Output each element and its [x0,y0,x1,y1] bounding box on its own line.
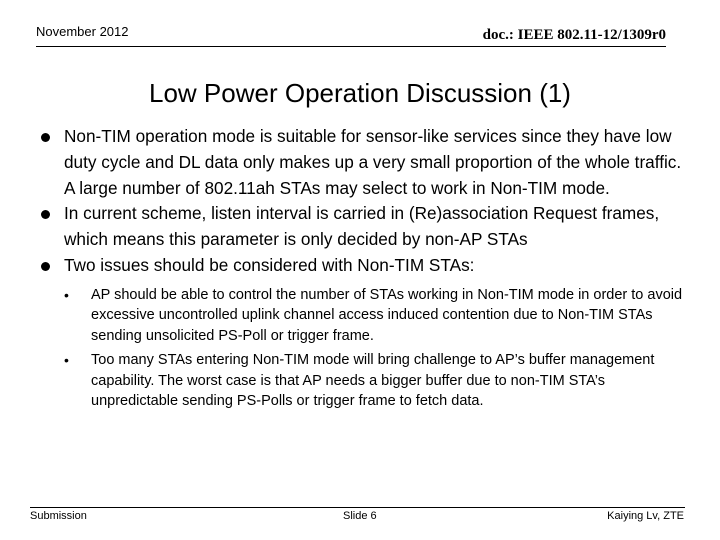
header-divider [36,46,666,47]
header-date: November 2012 [36,24,129,39]
bullet-text: Two issues should be considered with Non-TIM STAs: [64,254,475,275]
bullet-dot-icon [41,210,50,219]
footer-divider [30,507,685,508]
sub-bullet-list [64,285,686,412]
sub-bullet-item [64,285,686,347]
sub-bullet-text: Too many STAs entering Non-TIM mode will bring challenge to AP’s buffer management capability. The worst case is that AP needs a bigger buffer due to non-TIM STA’s unpredictable sending PS-Polls or trigger frame to fetch data. [91,352,655,410]
bullet-list [41,124,686,416]
slide-title: Low Power Operation Discussion (1) [149,78,571,108]
bullet-text: Non-TIM operation mode is suitable for sensor-like services since they have low duty cycle and DL data only makes up a very small proportion of the whole traffic. A large number of 802.11ah STAs may select to work in Non-TIM mode. [64,126,682,198]
footer-submission: Submission [30,510,87,522]
bullet-text: In current scheme, listen interval is carried in (Re)association Request frames, which means this parameter is only decided by non-AP STAs [64,203,660,250]
sub-bullet-text: AP should be able to control the number of STAs working in Non-TIM mode in order to avoid excessive uncontrolled uplink channel access induced contention due to Non-TIM STAs sending unsolicited PS-Poll or trigger frame. [91,286,683,344]
bullet-item [41,253,686,412]
bullet-dot-icon [41,262,50,271]
sub-bullet-dot-icon: • [64,352,69,369]
bullet-dot-icon [41,133,50,142]
sub-bullet-dot-icon: • [64,286,69,303]
bullet-item [41,124,686,201]
header-doc-id: doc.: IEEE 802.11-12/1309r0 [482,27,666,43]
sub-bullet-item [64,350,686,412]
footer-slide-number: Slide 6 [343,510,377,522]
footer-author: Kaiying Lv, ZTE [607,510,684,522]
bullet-item [41,201,686,253]
